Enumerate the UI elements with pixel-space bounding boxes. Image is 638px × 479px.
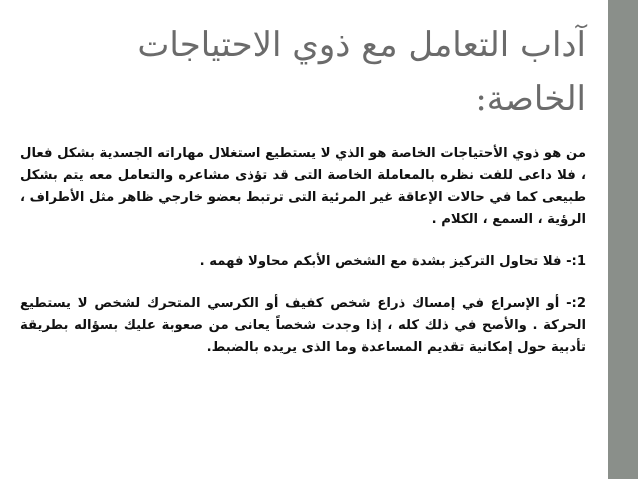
point-1 — [20, 251, 586, 273]
slide-body — [20, 143, 586, 359]
point-2 — [20, 293, 586, 359]
slide-title: آداب التعامل مع ذوي الاحتياجات الخاصة: — [137, 25, 586, 119]
point-2-number: 2:- — [566, 296, 586, 311]
point-2-text: أو الإسراع في إمساك ذراع شخص كفيف أو الكرسي المتحرك لشخص لا يستطيع الحركة . والأصح في ذلك كله ، إذا وجدت شخصاً يعانى من صعوبة عليك بسؤاله بطريقة تأدبية حول إمكانية تقديم المساعدة وما الذى يريده بالضبط. — [20, 296, 586, 355]
definition-paragraph: من هو ذوي الأحتياجات الخاصة هو الذي لا يستطيع استغلال مهاراته الجسدية بشكل فعال ، فلا داعى للفت نظره بالمعاملة الخاصة التى قد تؤذى مشاعره والتعامل معه يتم بشكل طبيعى كما في حالات الإعاقة غير المرئية التى ترتبط بعضو خارجي ظاهر مثل الأطراف ، الرؤية ، السمع ، الكلام . — [20, 146, 586, 227]
point-1-text: فلا تحاول التركيز بشدة مع الشخص الأبكم محاولا فهمه . — [199, 254, 562, 269]
point-1-number: 1:- — [566, 254, 586, 269]
accent-bar — [608, 0, 638, 479]
